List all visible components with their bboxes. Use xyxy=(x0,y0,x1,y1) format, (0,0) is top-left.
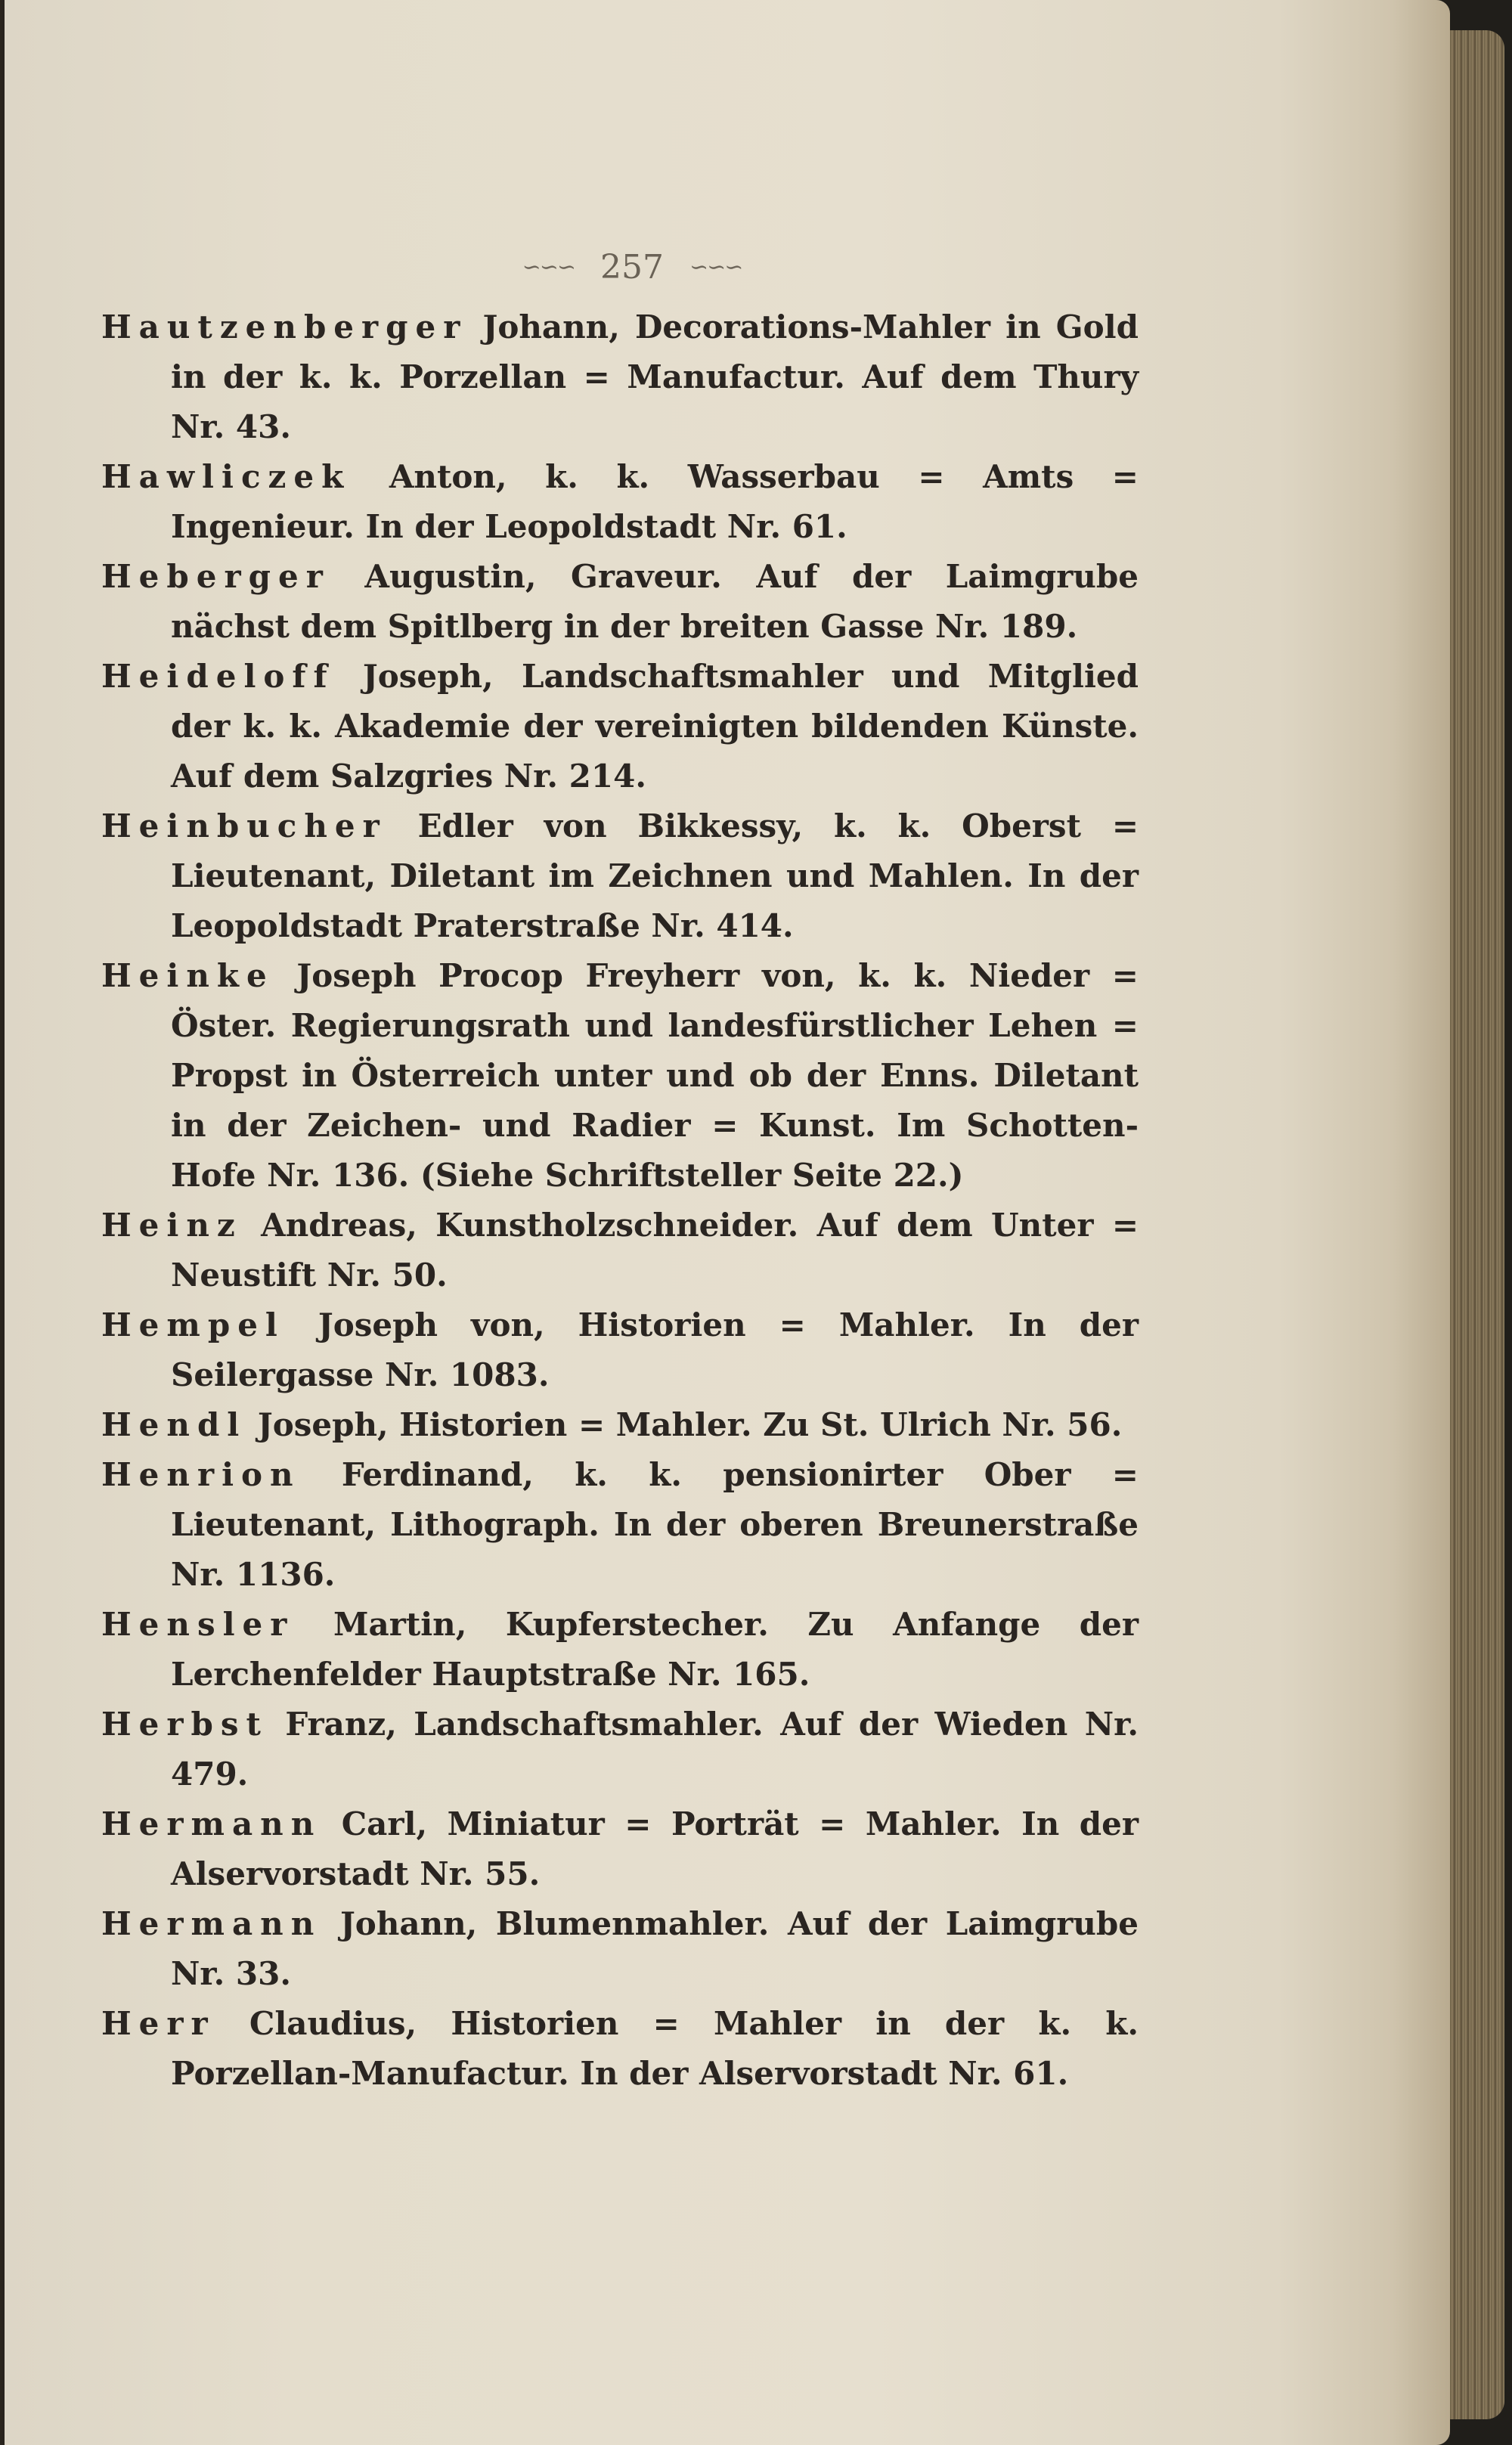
entry-surname: Hermann xyxy=(101,1805,322,1842)
entry-text: Augustin, Graveur. Auf der Laimgrube nächst dem Spitlberg in der breiten Gasse Nr. 189. xyxy=(171,558,1139,645)
directory-entry xyxy=(101,801,1139,951)
directory-entry xyxy=(101,1899,1139,1999)
entry-surname: Heinbucher xyxy=(101,807,387,844)
entry-text: Ferdinand, k. k. pensionirter Ober = Lieutenant, Lithograph. In der oberen Breunerstraße Nr. 1136. xyxy=(171,1456,1139,1593)
entry-text: Anton, k. k. Wasserbau = Amts = Ingenieur. In der Leopoldstadt Nr. 61. xyxy=(171,458,1139,545)
directory-entry xyxy=(101,1201,1139,1300)
entry-text: Joseph Procop Freyherr von, k. k. Nieder = Öster. Regierungsrath und landesfürstlicher Lehen = Propst in Österreich unter und ob der Enns. Diletant in der Zeichen- und Radier = Kunst. Im Schotten-Hofe Nr. 136. (Siehe Schriftsteller Seite 22.) xyxy=(171,957,1139,1194)
directory-entry xyxy=(101,1400,1139,1450)
entry-text: Franz, Landschaftsmahler. Auf der Wieden Nr. 479. xyxy=(171,1706,1139,1793)
entry-text: Claudius, Historien = Mahler in der k. k. Porzellan-Manufactur. In der Alservorstadt Nr. 61. xyxy=(171,2005,1139,2092)
entry-surname: Henrion xyxy=(101,1456,301,1493)
page-stack-edge xyxy=(1450,30,1504,2419)
directory-entry xyxy=(101,1600,1139,1700)
entry-surname: Herbst xyxy=(101,1706,268,1743)
directory-entry xyxy=(101,1999,1139,2099)
page-header xyxy=(428,240,836,293)
entry-surname: Heinz xyxy=(101,1207,243,1244)
paper-page xyxy=(5,0,1450,2445)
entry-text: Andreas, Kunstholzschneider. Auf dem Unter = Neustift Nr. 50. xyxy=(171,1207,1139,1294)
entry-surname: Hendl xyxy=(101,1406,247,1443)
entry-text: Joseph, Landschaftsmahler und Mitglied der k. k. Akademie der vereinigten bildenden Künste. Auf dem Salzgries Nr. 214. xyxy=(171,658,1139,795)
entry-text: Carl, Miniatur = Porträt = Mahler. In der Alservorstadt Nr. 55. xyxy=(171,1805,1139,1892)
directory-entries xyxy=(101,302,1139,2099)
entry-text: Joseph, Historien = Mahler. Zu St. Ulrich Nr. 56. xyxy=(257,1406,1123,1443)
directory-entry xyxy=(101,1799,1139,1899)
directory-entry xyxy=(101,652,1139,801)
entry-surname: Herr xyxy=(101,2005,215,2042)
entry-surname: Heideloff xyxy=(101,658,335,695)
entry-surname: Heberger xyxy=(101,558,330,595)
directory-entry xyxy=(101,452,1139,552)
entry-text: Joseph von, Historien = Mahler. In der Seilergasse Nr. 1083. xyxy=(171,1306,1139,1393)
header-ornament-right: ∽∽∽ xyxy=(689,253,742,280)
directory-entry xyxy=(101,1450,1139,1600)
entry-text: Johann, Decorations-Mahler in Gold in der k. k. Porzellan = Manufactur. Auf dem Thury Nr. 43. xyxy=(171,308,1139,445)
entry-text: Edler von Bikkessy, k. k. Oberst = Lieutenant, Diletant im Zeichnen und Mahlen. In der Leopoldstadt Praterstraße Nr. 414. xyxy=(171,807,1139,944)
directory-entry xyxy=(101,1300,1139,1400)
header-ornament-left: ∽∽∽ xyxy=(522,253,575,280)
entry-surname: Hensler xyxy=(101,1606,295,1643)
directory-entry xyxy=(101,951,1139,1201)
entry-surname: Hautzenberger xyxy=(101,308,468,346)
entry-surname: Hermann xyxy=(101,1905,322,1942)
page-number: 257 xyxy=(600,247,664,287)
entry-text: Johann, Blumenmahler. Auf der Laimgrube Nr. 33. xyxy=(171,1905,1139,1992)
entry-surname: Hempel xyxy=(101,1306,285,1343)
directory-entry xyxy=(101,302,1139,452)
entry-text: Martin, Kupferstecher. Zu Anfange der Lerchenfelder Hauptstraße Nr. 165. xyxy=(171,1606,1139,1693)
entry-surname: Heinke xyxy=(101,957,274,994)
entry-surname: Hawliczek xyxy=(101,458,352,495)
directory-entry xyxy=(101,552,1139,652)
directory-entry xyxy=(101,1700,1139,1799)
